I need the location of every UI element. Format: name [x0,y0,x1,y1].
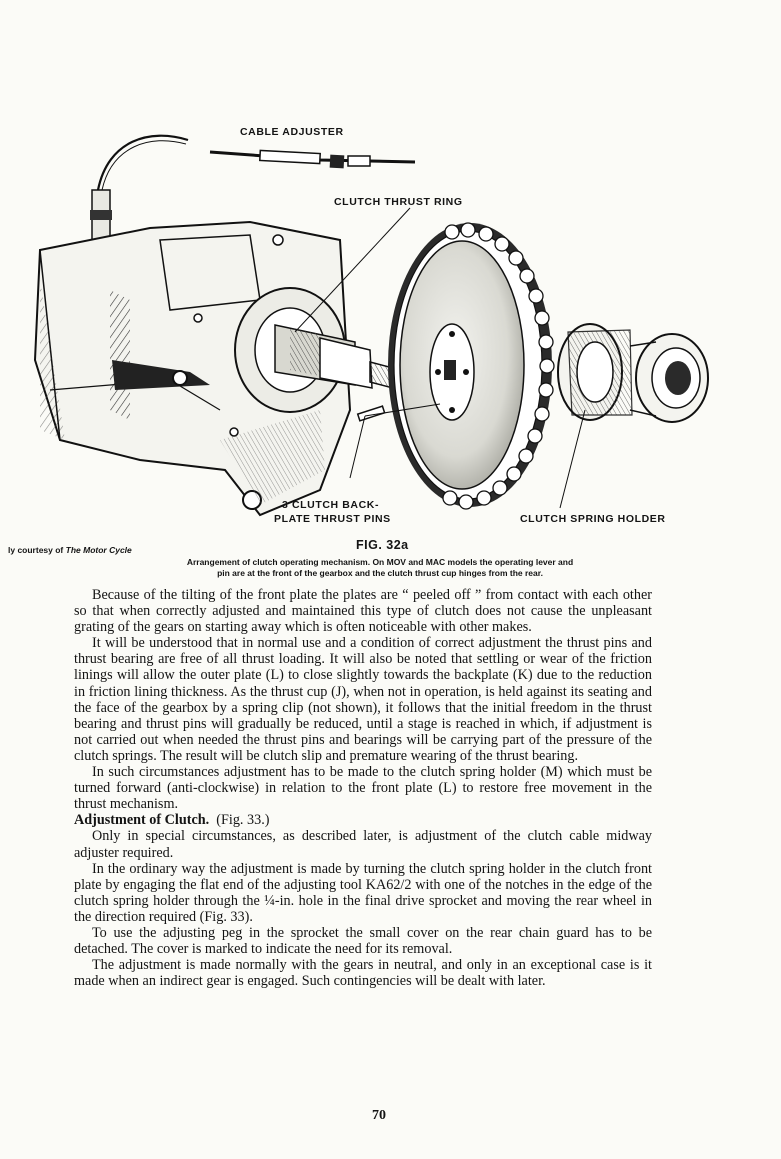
clutch-mechanism-illustration [20,110,740,530]
clutch-thrust-ring-label: CLUTCH THRUST RING [334,196,463,208]
thrust-pins-label-line2: PLATE THRUST PINS [274,513,391,525]
credit-prefix: ly courtesy of [8,545,66,555]
section-heading-title: Adjustment of Clutch. [74,812,210,829]
paragraph-6: To use the adjusting peg in the sprocket the small cover on the rear chain guard has to be detached. The cover is marked to indicate the need for its removal. [74,924,652,958]
caption-line-1: Arrangement of clutch operating mechanism. On MOV and MAC models the operating lever and [186,557,574,567]
spring-holder [558,324,708,422]
figure-caption [60,557,700,579]
paragraph-4: Only in special circumstances, as described later, is adjustment of the clutch cable midway adjuster required. [74,828,652,861]
figure-credit [8,545,132,555]
paragraph-5: In the ordinary way the adjustment is made by turning the clutch spring holder in the clutch front plate by engaging the flat end of the adjusting tool KA62/2 with one of the notches in the edge of the clutch spring holder through the ¼-in. hole in the final drive sprocket and moving the rear wheel in the direction required (Fig. 33). [74,860,652,925]
clutch-drawing [20,110,740,530]
spring-holder-label: CLUTCH SPRING HOLDER [520,513,666,525]
paragraph-3: In such circumstances adjustment has to be made to the clutch spring holder (M) which must be turned forward (anti-clockwise) in relation to the front plate (L) to restore free movement in the thrust mechanism. [74,764,652,813]
paragraph-1: Because of the tilting of the front plate the plates are “ peeled off ” from contact with each other so that when correctly adjusted and maintained this type of clutch does not cause the unpleasant grating of the gears on starting away which is often noticeable with other makes. [74,587,652,636]
thrust-pins-label-line1: 3 CLUTCH BACK- [282,499,380,511]
page-number: 70 [372,1108,386,1123]
body-text [74,587,652,989]
section-heading [74,812,652,828]
paragraph-2: It will be understood that in normal use and a condition of correct adjustment the thrust pins and thrust bearing are free of all thrust loading. It will also be noted that settling or wear of the friction linings will allow the outer plate (L) to close slightly towards the backplate (K) due to the reduction in friction lining thickness. As the thrust cup (J), when not in operation, is held against its seating and the face of the gearbox by a spring clip (not shown), it follows that the initial freedom in the thrust bearing and thrust pins will gradually be reduced, until a stage is reached in which, if adjustment is not carried out when needed the thrust pins and bearings will be carrying part of the pressure of the clutch springs. The result will be clutch slip and premature wearing of the thrust bearing. [74,635,652,764]
sprocket-plate [388,223,554,509]
caption-line-2: pin are at the front of the gearbox and the clutch thrust cup hinges from the rear. [217,568,543,578]
section-heading-ref: (Fig. 33.) [216,812,270,829]
figure-number: FIG. 32a [356,538,409,552]
cable-adjuster-label: CABLE ADJUSTER [240,126,344,138]
paragraph-7: The adjustment is made normally with the gears in neutral, and only in an exceptional case is it made when an indirect gear is engaged. Such contingencies will be dealt with later. [74,957,652,990]
credit-source: The Motor Cycle [65,545,132,555]
